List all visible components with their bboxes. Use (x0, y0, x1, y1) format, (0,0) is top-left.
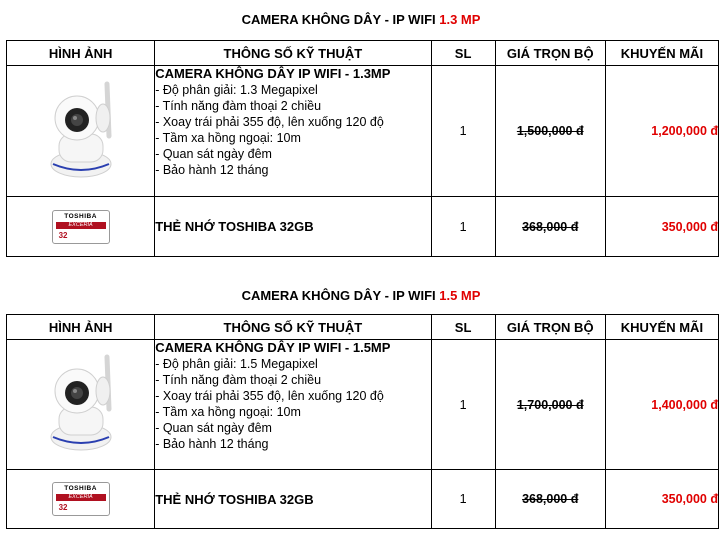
card-brand: TOSHIBA (64, 485, 97, 492)
full-price-cell: 368,000 đ (495, 470, 605, 529)
spec-line: - Tầm xa hồng ngoại: 10m (155, 131, 301, 145)
table-header-row (7, 41, 719, 66)
spec-line: - Bảo hành 12 tháng (155, 437, 269, 451)
header-image: HÌNH ẢNH (7, 41, 155, 66)
table-header-row (7, 315, 719, 340)
header-qty: SL (431, 41, 495, 66)
spec-line: - Bảo hành 12 tháng (155, 163, 269, 177)
price-table (6, 314, 719, 529)
table-row (7, 197, 719, 257)
product-specs (155, 66, 431, 197)
product-image-cell (7, 340, 155, 470)
header-promo: KHUYẾN MÃI (605, 315, 718, 340)
memory-card-icon (52, 210, 110, 244)
promo-price-cell: 1,200,000 đ (605, 66, 718, 197)
promo-price-cell: 350,000 đ (605, 470, 718, 529)
header-promo: KHUYẾN MÃI (605, 41, 718, 66)
product-name: CAMERA KHÔNG DÂY IP WIFI - 1.3MP (155, 66, 391, 81)
memory-card-icon (52, 482, 110, 516)
header-specs: THÔNG SỐ KỸ THUẬT (155, 41, 431, 66)
qty-cell: 1 (431, 340, 495, 470)
spec-line: - Tầm xa hồng ngoại: 10m (155, 405, 301, 419)
table-row (7, 340, 719, 470)
qty-cell: 1 (431, 470, 495, 529)
promo-price-cell: 1,400,000 đ (605, 340, 718, 470)
product-image-cell (7, 197, 155, 257)
section-title-accent: 1.5 MP (439, 288, 481, 303)
product-name: THẺ NHỚ TOSHIBA 32GB (155, 197, 431, 257)
full-price-cell: 1,500,000 đ (495, 66, 605, 197)
spec-line: - Quan sát ngày đêm (155, 421, 272, 435)
table-row (7, 66, 719, 197)
product-name: THẺ NHỚ TOSHIBA 32GB (155, 470, 431, 529)
product-name: CAMERA KHÔNG DÂY IP WIFI - 1.5MP (155, 340, 391, 355)
qty-cell: 1 (431, 197, 495, 257)
header-price: GIÁ TRỌN BỘ (495, 315, 605, 340)
header-image: HÌNH ẢNH (7, 315, 155, 340)
price-table (6, 40, 719, 257)
header-qty: SL (431, 315, 495, 340)
section-title (0, 288, 722, 303)
section-title-accent: 1.3 MP (439, 12, 481, 27)
full-price-cell: 1,700,000 đ (495, 340, 605, 470)
spec-line: - Độ phân giải: 1.3 Megapixel (155, 83, 318, 97)
header-price: GIÁ TRỌN BỘ (495, 41, 605, 66)
ip-camera-icon (41, 78, 121, 182)
spec-line: - Độ phân giải: 1.5 Megapixel (155, 357, 318, 371)
section-title-text: CAMERA KHÔNG DÂY - IP WIFI (241, 12, 440, 27)
card-brand: TOSHIBA (64, 212, 97, 220)
spec-line: - Xoay trái phải 355 độ, lên xuống 120 độ (155, 389, 384, 403)
table-row (7, 470, 719, 529)
section-title (0, 12, 722, 27)
spec-line: - Tính năng đàm thoại 2 chiều (155, 373, 322, 387)
spec-line: - Tính năng đàm thoại 2 chiều (155, 99, 322, 113)
product-specs (155, 340, 431, 470)
header-specs: THÔNG SỐ KỸ THUẬT (155, 315, 431, 340)
spec-line: - Quan sát ngày đêm (155, 147, 272, 161)
product-image-cell (7, 66, 155, 197)
qty-cell: 1 (431, 66, 495, 197)
product-image-cell (7, 470, 155, 529)
card-band: EXCERIA (56, 222, 106, 229)
promo-price-cell: 350,000 đ (605, 197, 718, 257)
section-title-text: CAMERA KHÔNG DÂY - IP WIFI (241, 288, 440, 303)
spec-line: - Xoay trái phải 355 độ, lên xuống 120 độ (155, 115, 384, 129)
card-band: EXCERIA (56, 494, 106, 501)
full-price-cell: 368,000 đ (495, 197, 605, 257)
card-capacity: 32 (58, 503, 68, 512)
ip-camera-icon (41, 351, 121, 455)
card-capacity: 32 (58, 230, 68, 240)
